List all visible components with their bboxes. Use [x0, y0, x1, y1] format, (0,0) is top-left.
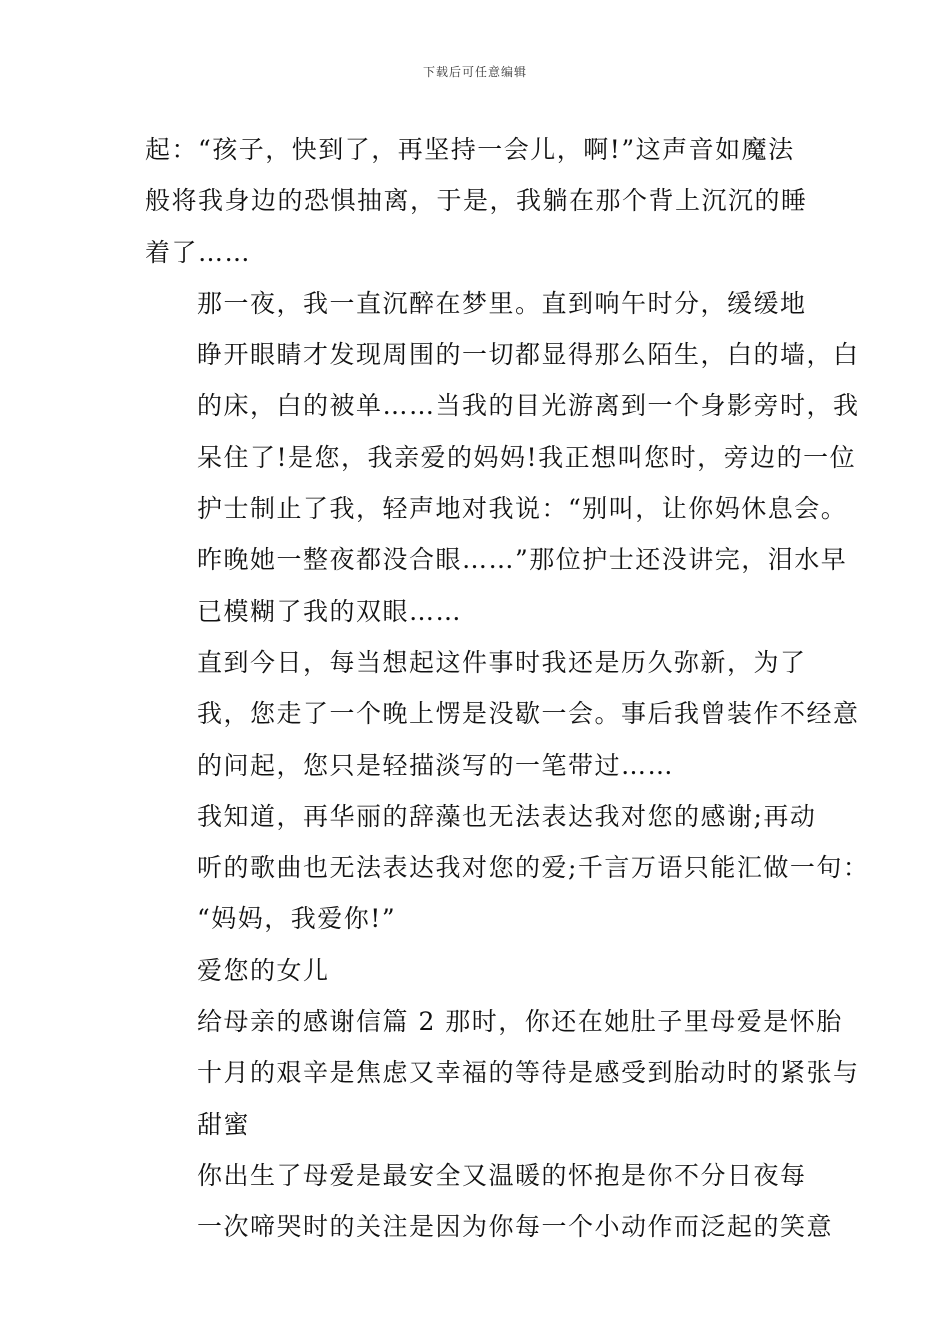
text-line: 直到今日，每当想起这件事时我还是历久弥新，为了 — [197, 647, 807, 677]
text-line: 护士制止了我，轻声地对我说：“别叫，让你妈休息会。 — [197, 494, 848, 524]
text-line: “妈妈，我爱你!” — [197, 904, 397, 934]
text-line: 十月的艰辛是焦虑又幸福的等待是感受到胎动时的紧张与 — [197, 1058, 860, 1088]
text-line: 般将我身边的恐惧抽离，于是，我躺在那个背上沉沉的睡 — [145, 186, 808, 216]
paragraph — [145, 996, 860, 1150]
text-line: 那一夜，我一直沉醉在梦里。直到响午时分，缓缓地 — [197, 288, 807, 318]
paragraph — [145, 791, 870, 945]
text-line: 听的歌曲也无法表达我对您的爱;千言万语只能汇做一句： — [197, 853, 870, 883]
text-line: 你出生了母爱是最安全又温暖的怀抱是你不分日夜每 — [197, 1160, 807, 1190]
page-header: 下载后可任意编辑 — [422, 65, 527, 79]
paragraph — [145, 1150, 834, 1253]
paragraph — [145, 278, 860, 637]
text-line: 给母亲的感谢信篇 2 那时，你还在她肚子里母爱是怀胎 — [197, 1007, 843, 1037]
paragraph — [145, 124, 809, 278]
text-line: 着了…… — [145, 237, 252, 267]
text-line: 的床，白的被单……当我的目光游离到一个身影旁时，我 — [197, 391, 860, 421]
text-line: 甜蜜 — [197, 1109, 251, 1139]
paragraph — [145, 637, 860, 791]
text-line: 爱您的女儿 — [197, 955, 330, 985]
text-line: 昨晚她一整夜都没合眼……”那位护士还没讲完，泪水早 — [197, 545, 848, 575]
text-line: 一次啼哭时的关注是因为你每一个小动作而泛起的笑意 — [197, 1212, 834, 1242]
signature-line — [145, 945, 809, 996]
text-line: 的问起，您只是轻描淡写的一笔带过…… — [197, 750, 675, 780]
text-line: 起：“孩子，快到了，再坚持一会儿，啊!”这声音如魔法 — [145, 135, 795, 164]
text-line: 呆住了!是您，我亲爱的妈妈!我正想叫您时，旁边的一位 — [197, 442, 857, 472]
text-line: 已模糊了我的双眼…… — [197, 596, 463, 626]
document-body — [145, 124, 870, 1253]
text-line: 我，您走了一个晚上愣是没歇一会。事后我曾装作不经意 — [197, 699, 860, 729]
text-line: 睁开眼睛才发现周围的一切都显得那么陌生，白的墙，白 — [197, 340, 860, 370]
text-line: 我知道，再华丽的辞藻也无法表达我对您的感谢;再动 — [197, 801, 817, 831]
